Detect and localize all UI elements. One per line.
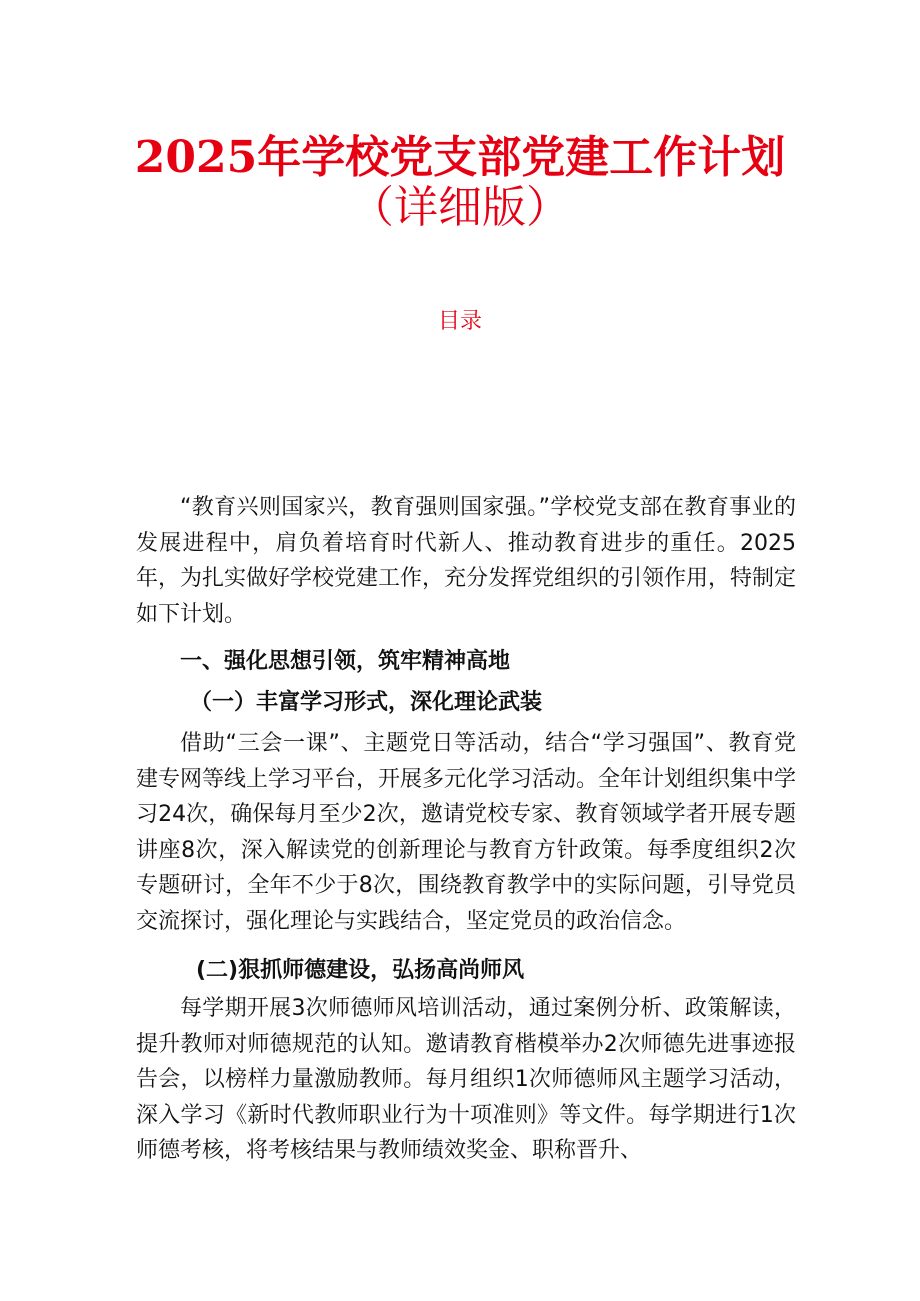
- document-title: 2025年学校党支部党建工作计划: [134, 132, 786, 183]
- toc-heading: 目录: [437, 309, 482, 334]
- document-subtitle: （详细版）: [350, 182, 570, 233]
- subsection-heading-1-1: （一）丰富学习形式，深化理论武装: [190, 690, 543, 715]
- subsection-paragraph-1-2: 每学期开展3次师德师风培训活动，通过案例分析、政策解读，提升教师对师德规范的认知。邀请教育楷模举办2次师德先进事迹报告会，以榜样力量激励教师。每月组织1次师德师风主题学习活动，深入学习《新时代教师职业行为十项准则》等文件。每学期进行1次师德考核，将考核结果与教师绩效奖金、职称晋升、: [136, 996, 796, 1163]
- intro-paragraph: “教育兴则国家兴，教育强则国家强。”学校党支部在教育事业的发展进程中，肩负着培育时代新人、推动教育进步的重任。2025年，为扎实做好学校党建工作，充分发挥党组织的引领作用，特制定如下计划。: [136, 495, 797, 627]
- subsection-heading-1-2: (二)狠抓师德建设，弘扬高尚师风: [196, 958, 525, 983]
- subsection-paragraph-1-1: 借助“三会一课”、主题党日等活动，结合“学习强国”、教育党建专网等线上学习平台，开展多元化学习活动。全年计划组织集中学习24次，确保每月至少2次，邀请党校专家、教育领域学者开展专题讲座8次，深入解读党的创新理论与教育方针政策。每季度组织2次专题研讨，全年不少于8次，围绕教育教学中的实际问题，引导党员交流探讨，强化理论与实践结合，坚定党员的政治信念。: [136, 731, 797, 934]
- section-heading-1: 一、强化思想引领，筑牢精神高地: [180, 649, 511, 674]
- document-body: [136, 490, 796, 1169]
